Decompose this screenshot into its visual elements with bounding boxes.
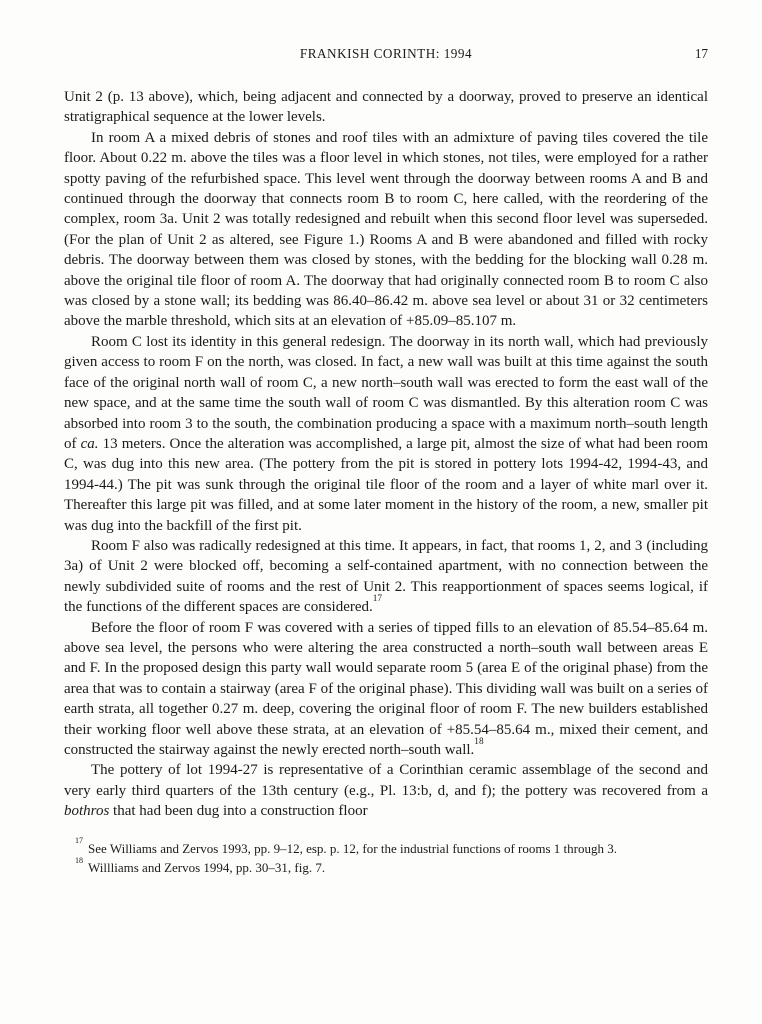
paragraph xyxy=(64,87,708,128)
paragraph xyxy=(64,128,708,332)
footnote xyxy=(64,836,708,859)
paragraph-text: Unit 2 (p. 13 above), which, being adjacent and connected by a doorway, proved to preserve an identical stratigraphical sequence at the lower levels. xyxy=(64,89,708,126)
paragraph xyxy=(64,760,708,821)
paragraph-text: In room A a mixed debris of stones and roof tiles with an admixture of paving tiles covered the tile floor. About 0.22 m. above the tiles was a floor level in which stones, not tiles, were employed for a rather spotty paving of the refurbished space. This level went through the doorway between rooms A and B and continued through the doorway that connects room B to room C, here called, with the reordering of the complex, room 3a. Unit 2 was totally redesigned and rebuilt when this second floor level was superseded. (For the plan of Unit 2 as altered, see Figure 1.) Rooms A and B were abandoned and filled with rocky debris. The doorway between them was closed by stones, with the bedding for the blocking wall 0.28 m. above the original tile floor of room A. The doorway that had originally connected room B to room C also was closed by a stone wall; its bedding was 86.40–86.42 m. above sea level or about 31 or 32 centimeters above the marble threshold, which sits at an elevation of +85.09–85.107 m. xyxy=(64,129,708,330)
footnote-text: See Williams and Zervos 1993, pp. 9–12, esp. p. 12, for the industrial functions of rooms 1 through 3. xyxy=(88,840,617,856)
running-head xyxy=(64,46,708,62)
body-text xyxy=(64,87,708,822)
footnote xyxy=(64,855,708,878)
paragraph xyxy=(64,332,708,536)
paragraph xyxy=(64,618,708,761)
paragraph-text: Room F also was radically redesigned at this time. It appears, in fact, that rooms 1, 2, and 3 (including 3a) of Unit 2 were blocked off, becoming a self-contained apartment, with no connection between the newly subdivided suite of rooms and the rest of Unit 2. This reapportionment of spaces seems logical, if the functions of the different spaces are considered. xyxy=(64,537,708,616)
paragraph-text: The pottery of lot 1994-27 is representative of a Corinthian ceramic assemblage of the second and very early third quarters of the 13th century (e.g., Pl. 13:b, d, and f); the pottery was recovered from a xyxy=(64,762,708,799)
running-head-title: FRANKISH CORINTH: 1994 xyxy=(299,46,473,61)
paragraph-text: Before the floor of room F was covered with a series of tipped fills to an elevation of 85.54–85.64 m. above sea level, the persons who were altering the area constructed a north–south wall between areas E and F. In the proposed design this party wall would separate room 5 (area E of the original phase) from the area that was to contain a stairway (area F of the original phase). This dividing wall was built on a series of earth strata, all together 0.27 m. deep, covering the original floor of room F. The new builders established their working floor well above these strata, at an elevation of +85.54–85.64 m., mixed their cement, and constructed the stairway against the newly erected north–south wall. xyxy=(64,619,708,758)
footnote-text: Willliams and Zervos 1994, pp. 30–31, fig. 7. xyxy=(88,860,326,876)
footnote-number: 18 xyxy=(75,855,84,865)
paragraph-text: that had been dug into a construction floor xyxy=(109,803,368,820)
paragraph-text: 13 meters. Once the alteration was accomplished, a large pit, almost the size of what had been room C, was dug into this new area. (The pottery from the pit is stored in pottery lots 1994-42, 1994-43, and 1994-44.) The pit was sunk through the original tile floor of the room and a layer of white marl over it. Thereafter this large pit was filled, and at some later moment in the history of the room, a new, smaller pit was dug into the backfill of the first pit. xyxy=(64,435,708,534)
italic-term: bothros xyxy=(64,803,110,820)
paragraph xyxy=(64,536,708,618)
italic-term: ca. xyxy=(80,435,99,452)
paragraph-text: Room C lost its identity in this general redesign. The doorway in its north wall, which had previously given access to room F on the north, was closed. In fact, a new wall was built at this time against the south face of the original north wall of room C, a new north–south wall was erected to form the east wall of the new space, and at the same time the south wall of room C was dismantled. By this alteration room C was absorbed into room 3 to the south, the combination producing a space with a maximum north–south length of xyxy=(64,333,708,452)
footnote-ref: 17 xyxy=(372,593,383,604)
footnote-ref: 18 xyxy=(474,736,484,747)
footnotes xyxy=(64,836,708,878)
footnote-number: 17 xyxy=(75,836,84,846)
page-number: 17 xyxy=(694,46,708,61)
